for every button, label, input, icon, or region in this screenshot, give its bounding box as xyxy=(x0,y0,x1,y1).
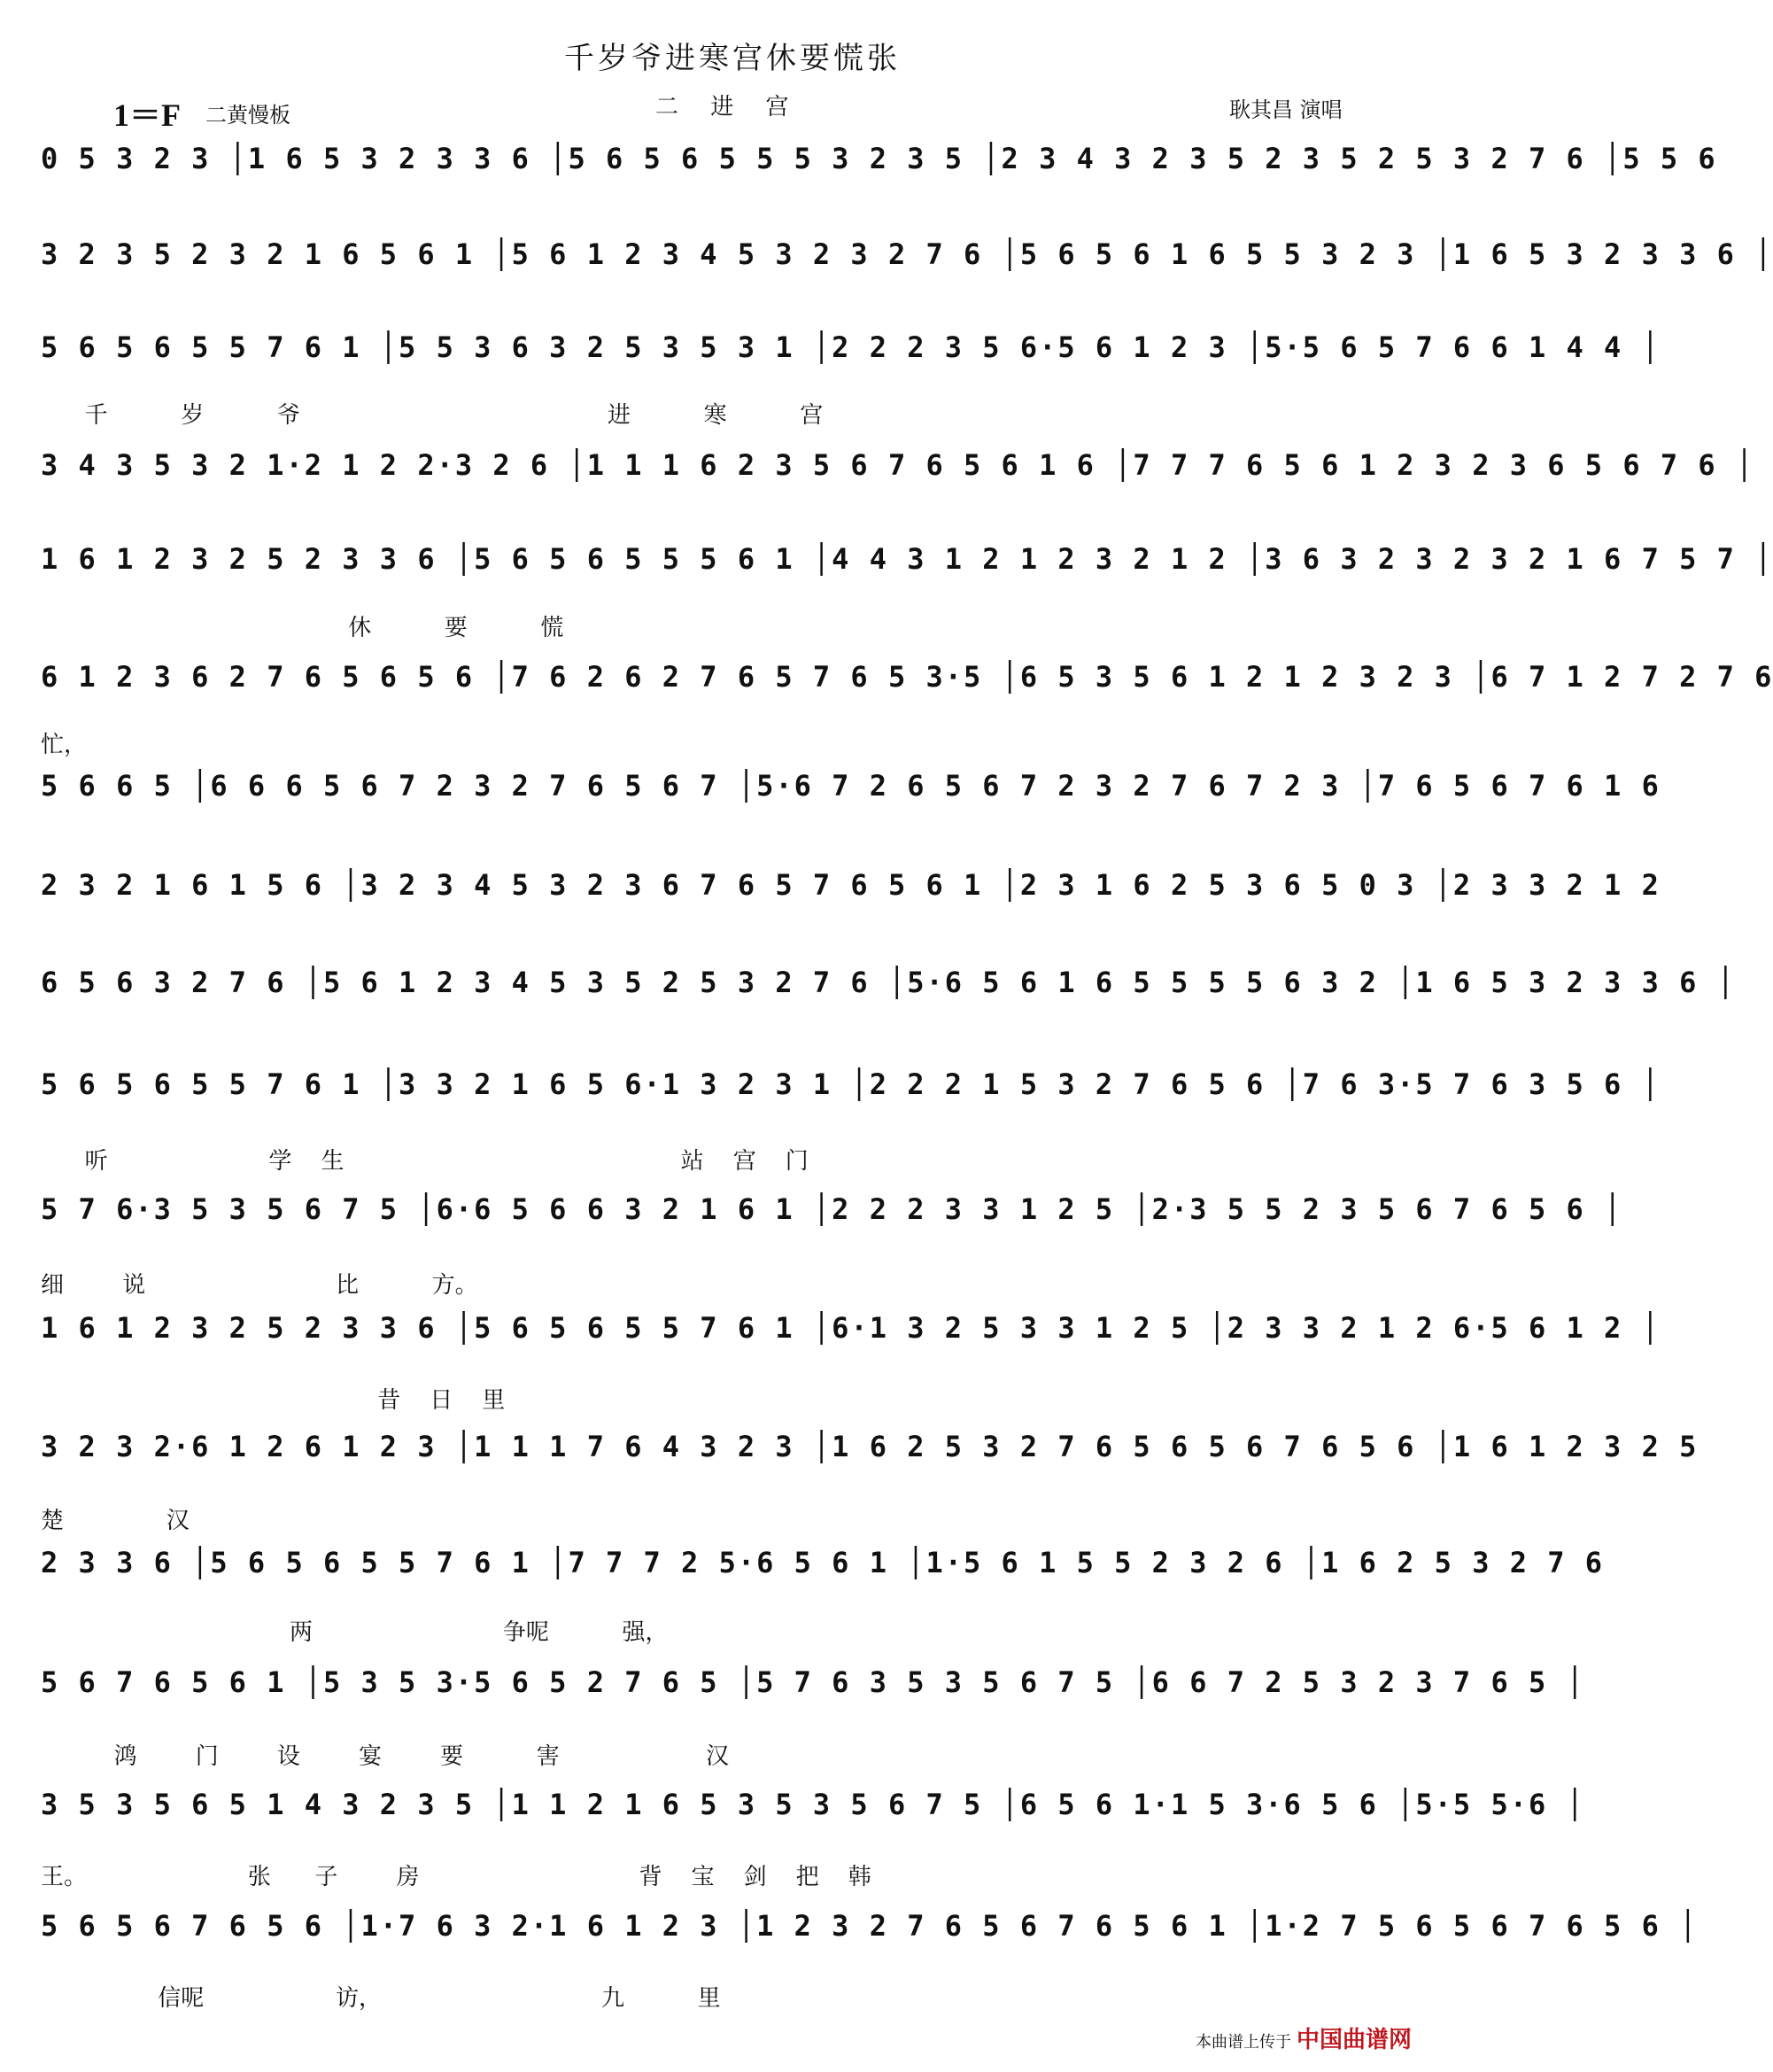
score-title: 千岁爷进寒宫休要慌张 xyxy=(564,41,901,76)
notation-row: 1 6 1 2 3 2 5 2 3 3 6 │5 6 5 6 5 5 5 6 1 │4 4 3 1 2 1 2 3 2 1 2 │3 6 3 2 3 2 3 2 1 6 7 5 7 │ xyxy=(41,542,1773,576)
lyric-line: 千 岁 爷 进 寒 宫 xyxy=(41,402,824,429)
site-logo[interactable]: 中国曲谱网 xyxy=(1296,2027,1412,2053)
notation-row: 5 6 5 6 5 5 7 6 1 │3 3 2 1 6 5 6·1 3 2 3 1 │2 2 2 1 5 3 2 7 6 5 6 │7 6 3·5 7 6 3 5 6 │ xyxy=(41,1067,1661,1101)
upload-note: 本曲谱上传于 xyxy=(1195,2033,1291,2052)
lyric-line: 忙， xyxy=(41,732,88,758)
lyric-line: 细 说 比 方。 xyxy=(41,1272,478,1299)
lyric-line: 听 学 生 站 宫 门 xyxy=(41,1148,809,1175)
notation-row: 0 5 3 2 3 │1 6 5 3 2 3 3 6 │5 6 5 6 5 5 5 3 2 3 5 │2 3 4 3 2 3 5 2 3 5 2 5 3 2 7 6 │5 5 6 xyxy=(41,142,1717,175)
lyric-line: 休 要 慌 xyxy=(41,615,564,641)
notation-row: 5 6 6 5 │6 6 6 5 6 7 2 3 2 7 6 5 6 7 │5·6 7 2 6 5 6 7 2 3 2 7 6 7 2 3 │7 6 5 6 7 6 1 6 xyxy=(41,769,1661,803)
notation-row: 3 2 3 2·6 1 2 6 1 2 3 │1 1 1 7 6 4 3 2 3 │1 6 2 5 3 2 7 6 5 6 5 6 7 6 5 6 │1 6 1 2 3 2 5 xyxy=(41,1430,1699,1463)
performer-credit: 耿其昌 演唱 xyxy=(1229,97,1343,122)
notation-row: 1 6 1 2 3 2 5 2 3 3 6 │5 6 5 6 5 5 7 6 1 │6·1 3 2 5 3 3 1 2 5 │2 3 3 2 1 2 6·5 6 1 2 │ xyxy=(41,1311,1661,1345)
section-title: 二 进 宫 xyxy=(655,94,801,120)
lyric-line: 楚 汉 xyxy=(41,1508,190,1534)
notation-row: 5 6 7 6 5 6 1 │5 3 5 3·5 6 5 2 7 6 5 │5 7 6 3 5 3 5 6 7 5 │6 6 7 2 5 3 2 3 7 6 5 │ xyxy=(41,1665,1585,1699)
lyric-line: 两 争呢 强， xyxy=(41,1619,669,1646)
notation-row: 3 5 3 5 6 5 1 4 3 2 3 5 │1 1 2 1 6 5 3 5 3 5 6 7 5 │6 5 6 1·1 5 3·6 5 6 │5·5 5·6 │ xyxy=(41,1788,1585,1821)
lyric-line: 信呢 访， 九 里 xyxy=(41,1985,721,2012)
notation-row: 5 7 6·3 5 3 5 6 7 5 │6·6 5 6 6 3 2 1 6 1 │2 2 2 3 3 1 2 5 │2·3 5 5 2 3 5 6 7 6 5 6 │ xyxy=(41,1192,1623,1226)
notation-row: 5 6 5 6 5 5 7 6 1 │5 5 3 6 3 2 5 3 5 3 1 │2 2 2 3 5 6·5 6 1 2 3 │5·5 6 5 7 6 6 1 4 4 │ xyxy=(41,330,1661,364)
tempo-marking: 二黄慢板 xyxy=(205,103,290,128)
notation-row: 6 5 6 3 2 7 6 │5 6 1 2 3 4 5 3 5 2 5 3 2 7 6 │5·6 5 6 1 6 5 5 5 5 6 3 2 │1 6 5 3 2 3 3 6 │ xyxy=(41,966,1736,999)
upload-credit xyxy=(1196,2022,1412,2054)
key-signature: 1＝F xyxy=(113,97,181,133)
lyric-line: 昔 日 里 xyxy=(41,1387,506,1414)
notation-row: 6 1 2 3 6 2 7 6 5 6 5 6 │7 6 2 6 2 7 6 5 7 6 5 3·5 │6 5 3 5 6 1 2 1 2 3 2 3 │6 7 1 2 7 2 7 6 xyxy=(41,660,1773,694)
notation-row: 5 6 5 6 7 6 5 6 │1·7 6 3 2·1 6 1 2 3 │1 2 3 2 7 6 5 6 7 6 5 6 1 │1·2 7 5 6 5 6 7 6 5 6 │ xyxy=(41,1909,1699,1943)
notation-row: 3 2 3 5 2 3 2 1 6 5 6 1 │5 6 1 2 3 4 5 3 2 3 2 7 6 │5 6 5 6 1 6 5 5 3 2 3 │1 6 5 3 2 3 3 6 │ xyxy=(41,237,1773,271)
notation-row: 2 3 3 6 │5 6 5 6 5 5 7 6 1 │7 7 7 2 5·6 5 6 1 │1·5 6 1 5 5 2 3 2 6 │1 6 2 5 3 2 7 6 xyxy=(41,1546,1605,1579)
lyric-line: 鸿 门 设 宴 要 害 汉 xyxy=(41,1743,730,1770)
notation-row: 2 3 2 1 6 1 5 6 │3 2 3 4 5 3 2 3 6 7 6 5 7 6 5 6 1 │2 3 1 6 2 5 3 6 5 0 3 │2 3 3 2 1 2 xyxy=(41,868,1661,902)
lyric-line: 王。 张 子 房 背 宝 剑 把 韩 xyxy=(41,1864,871,1890)
notation-row: 3 4 3 5 3 2 1·2 1 2 2·3 2 6 │1 1 1 6 2 3 5 6 7 6 5 6 1 6 │7 7 7 6 5 6 1 2 3 2 3 6 5 6 7 6 │ xyxy=(41,448,1755,482)
